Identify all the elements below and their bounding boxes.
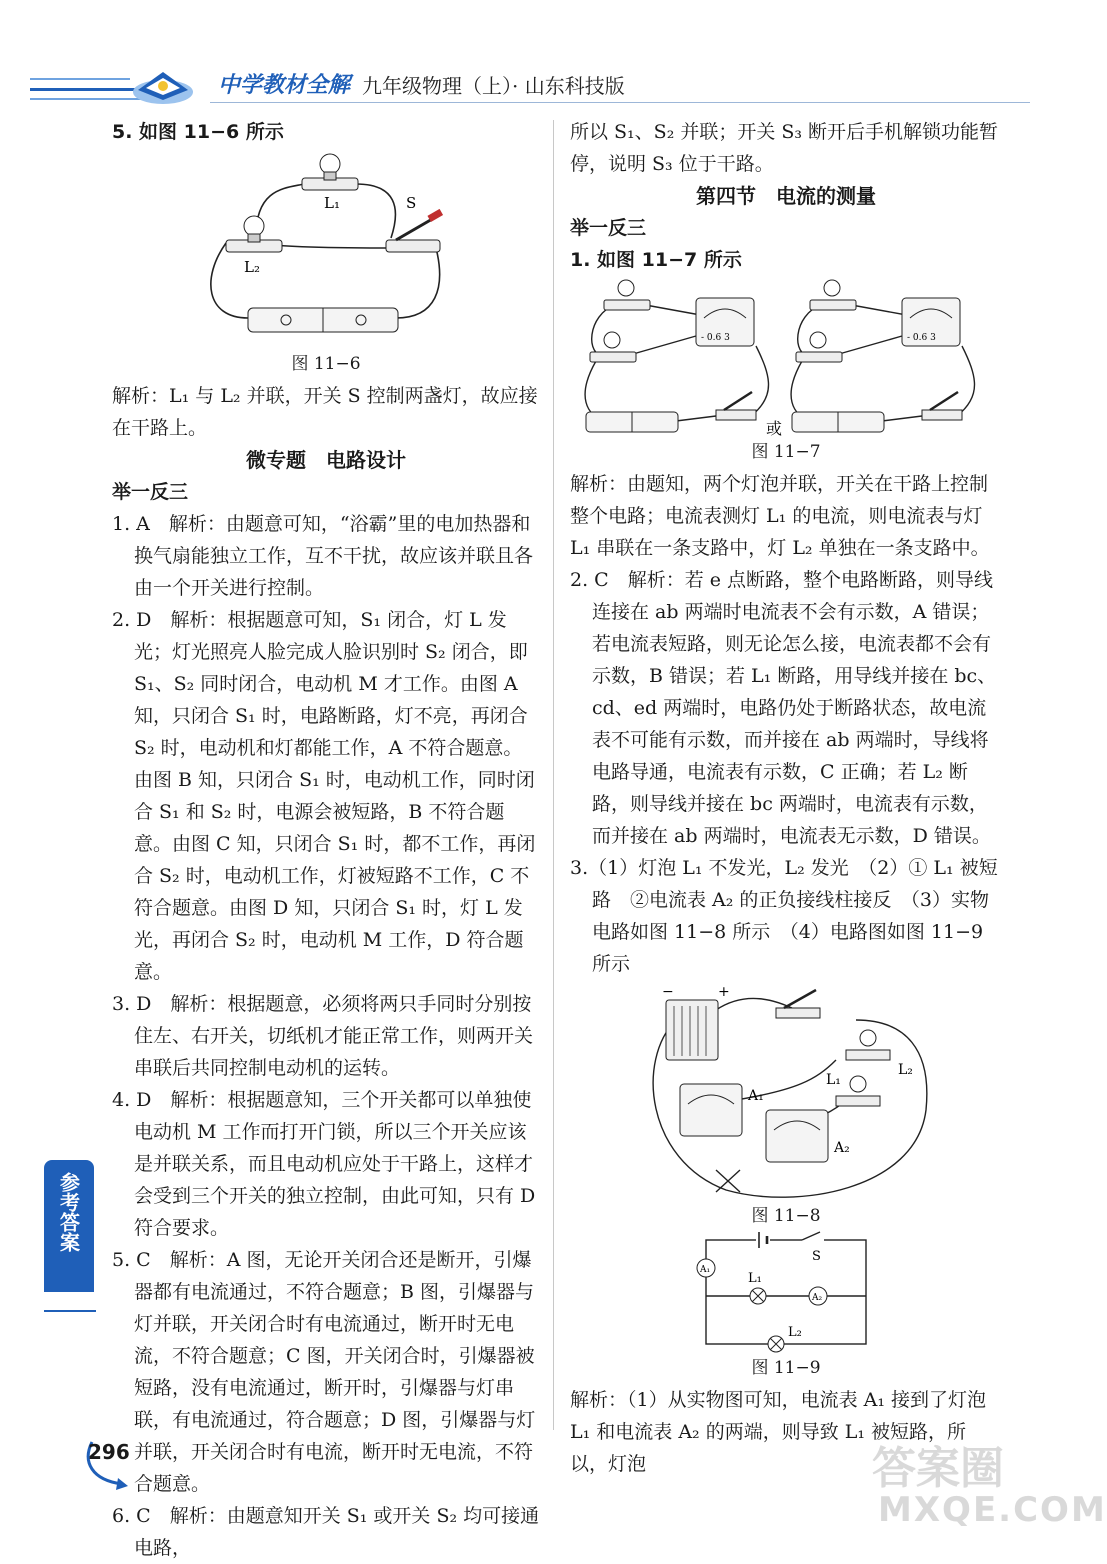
answer-heading: 5. 如图 11−6 所示	[112, 121, 284, 143]
fig-label-l2: L₂	[898, 1062, 913, 1078]
fig-label-s: S	[812, 1249, 821, 1264]
fig-label-l1: L₁	[826, 1072, 841, 1088]
fig-label-a2: A₂	[834, 1140, 850, 1156]
page-number: 296	[88, 1440, 130, 1464]
fig-label-l1: L₁	[748, 1271, 762, 1286]
circuit-figure-11-6	[196, 148, 456, 348]
battery-minus: −	[662, 984, 674, 1000]
figure-caption: 图 11−7	[751, 442, 821, 462]
circuit-figure-11-9	[686, 1232, 886, 1352]
header-decor-line	[30, 78, 130, 80]
header-rule	[210, 102, 1030, 103]
meter-scale: - 0.6 3	[701, 333, 730, 343]
book-logo-icon	[128, 62, 198, 108]
answer-item: 4. D 解析：根据题意知，三个开关都可以单独使电动机 M 工作而打开门锁，所以三个开关应该是并联关系，而且电动机应处于干路上，这样才会受到三个开关的独立控制，由此可知，只有 D 符合要求。	[112, 1089, 536, 1239]
figure-caption: 图 11−6	[291, 354, 361, 374]
analysis-text: 所以 S₁、S₂ 并联；开关 S₃ 断开后手机解锁功能暂停，说明 S₃ 位于干路。	[570, 121, 999, 175]
battery-plus: +	[718, 984, 730, 1000]
circuit-figure-11-8	[636, 980, 936, 1200]
fig-label-l2: L₂	[788, 1325, 802, 1340]
meter-scale: - 0.6 3	[907, 333, 936, 343]
section-title: 微专题 电路设计	[246, 448, 406, 472]
subsection-title: 举一反三	[112, 481, 189, 503]
watermark-line2: MXQE.COM	[878, 1490, 1107, 1530]
answer-item: 6. C 解析：由题意知开关 S₁ 或开关 S₂ 均可接通电路，	[112, 1505, 540, 1559]
figure-caption: 图 11−9	[751, 1358, 821, 1378]
fig-label-s: S	[406, 194, 417, 212]
right-column	[570, 116, 1002, 1480]
analysis-text: 解析：L₁ 与 L₂ 并联，开关 S 控制两盏灯，故应接在干路上。	[112, 385, 538, 439]
circuit-a	[586, 280, 756, 432]
column-divider	[553, 120, 554, 1430]
book-subtitle: 九年级物理（上）· 山东科技版	[362, 74, 625, 98]
fig-or-label: 或	[766, 419, 783, 438]
side-tab-label: 参考答案	[56, 1172, 81, 1252]
fig-label-l2: L₂	[244, 258, 260, 276]
answer-item: 3.（1）灯泡 L₁ 不发光，L₂ 发光 （2）① L₁ 被短路 ②电流表 A₂ 的正负接线柱接反 （3）实物电路如图 11−8 所示 （4）电路图如图 11−9 所示	[570, 857, 998, 975]
fig-label-a2: A₂	[812, 1293, 823, 1303]
book-title: 中学教材全解	[218, 72, 351, 98]
fig-label-a1: A₁	[748, 1088, 764, 1104]
analysis-text: 解析：由题知，两个灯泡并联，开关在干路上控制整个电路；电流表测灯 L₁ 的电流，则电流表与灯 L₁ 串联在一条支路中，灯 L₂ 单独在一条支路中。	[570, 473, 990, 559]
answer-item: 1. A 解析：由题意可知，“浴霸”里的电加热器和换气扇能独立工作，互不干扰，故应该并联且各由一个开关进行控制。	[112, 513, 534, 599]
subsection-title: 举一反三	[570, 217, 647, 239]
answer-item: 2. C 解析：若 e 点断路，整个电路断路，则导线连接在 ab 两端时电流表不会有示数，A 错误；若电流表短路，则无论怎么接，电流表都不会有示数，B 错误；若 L₁ 断路，用导线并接在 bc、cd、ed 两端时，电路仍处于断路状态，故电流表不可能有示数，而并接在 ab 两端时，导线将电路导通，电流表有示数，C 正确；若 L₂ 断路，则导线并接在 bc 两端时，电流表有示数，而并接在 ab 两端时，电流表无示数，D 错误。	[570, 569, 997, 847]
watermark-line1: 答案圈	[872, 1443, 1004, 1494]
circuit-b	[792, 280, 962, 432]
watermark-logo	[860, 1432, 1107, 1536]
reference-answer-tab	[44, 1160, 94, 1292]
answer-item: 2. D 解析：根据题意可知，S₁ 闭合，灯 L 发光；灯光照亮人脸完成人脸识别时 S₂ 闭合，即 S₁、S₂ 同时闭合，电动机 M 才工作。由图 A 知，只闭合 S₁ 时，电路断路，灯不亮，再闭合 S₂ 时，电动机和灯都能工作，A 不符合题意。由图 B 知，只闭合 S₁ 时，电动机工作，同时闭合 S₁ 和 S₂ 时，电源会被短路，B 不符合题意。由图 C 知，只闭合 S₁ 时，都不工作，再闭合 S₂ 时，电动机工作，灯被短路不工作，C 不符合题意。由图 D 知，只闭合 S₁ 时，灯 L 发光，再闭合 S₂ 时，电动机 M 工作，D 符合题意。	[112, 609, 536, 983]
fig-label-l1: L₁	[324, 194, 340, 212]
section-title: 第四节 电流的测量	[696, 184, 876, 208]
circuit-figure-11-7	[576, 276, 996, 436]
answer-item: 5. C 解析：A 图，无论开关闭合还是断开，引爆器都有电流通过，不符合题意；B 图，引爆器与灯并联，开关闭合时有电流通过，断开时无电流，不符合题意；C 图，开关闭合时，引爆器被短路，没有电流通过，断开时，引爆器与灯串联，有电流通过，符合题意；D 图，引爆器与灯并联，开关闭合时有电流，断开时无电流，不符合题意。	[112, 1249, 536, 1495]
figure-caption: 图 11−8	[751, 1206, 821, 1226]
answer-heading: 1. 如图 11−7 所示	[570, 249, 742, 271]
analysis-text: 解析：（1）从实物图可知，电流表 A₁ 接到了灯泡 L₁ 和电流表 A₂ 的两端，则导致 L₁ 被短路，所以，灯泡	[570, 1389, 987, 1475]
fig-label-a1: A₁	[700, 1265, 711, 1275]
side-tab-rule	[44, 1310, 96, 1312]
page-header	[30, 60, 1030, 110]
answer-item: 3. D 解析：根据题意，必须将两只手同时分别按住左、右开关，切纸机才能正常工作，则两开关串联后共同控制电动机的运转。	[112, 993, 534, 1079]
left-column	[112, 116, 540, 1564]
